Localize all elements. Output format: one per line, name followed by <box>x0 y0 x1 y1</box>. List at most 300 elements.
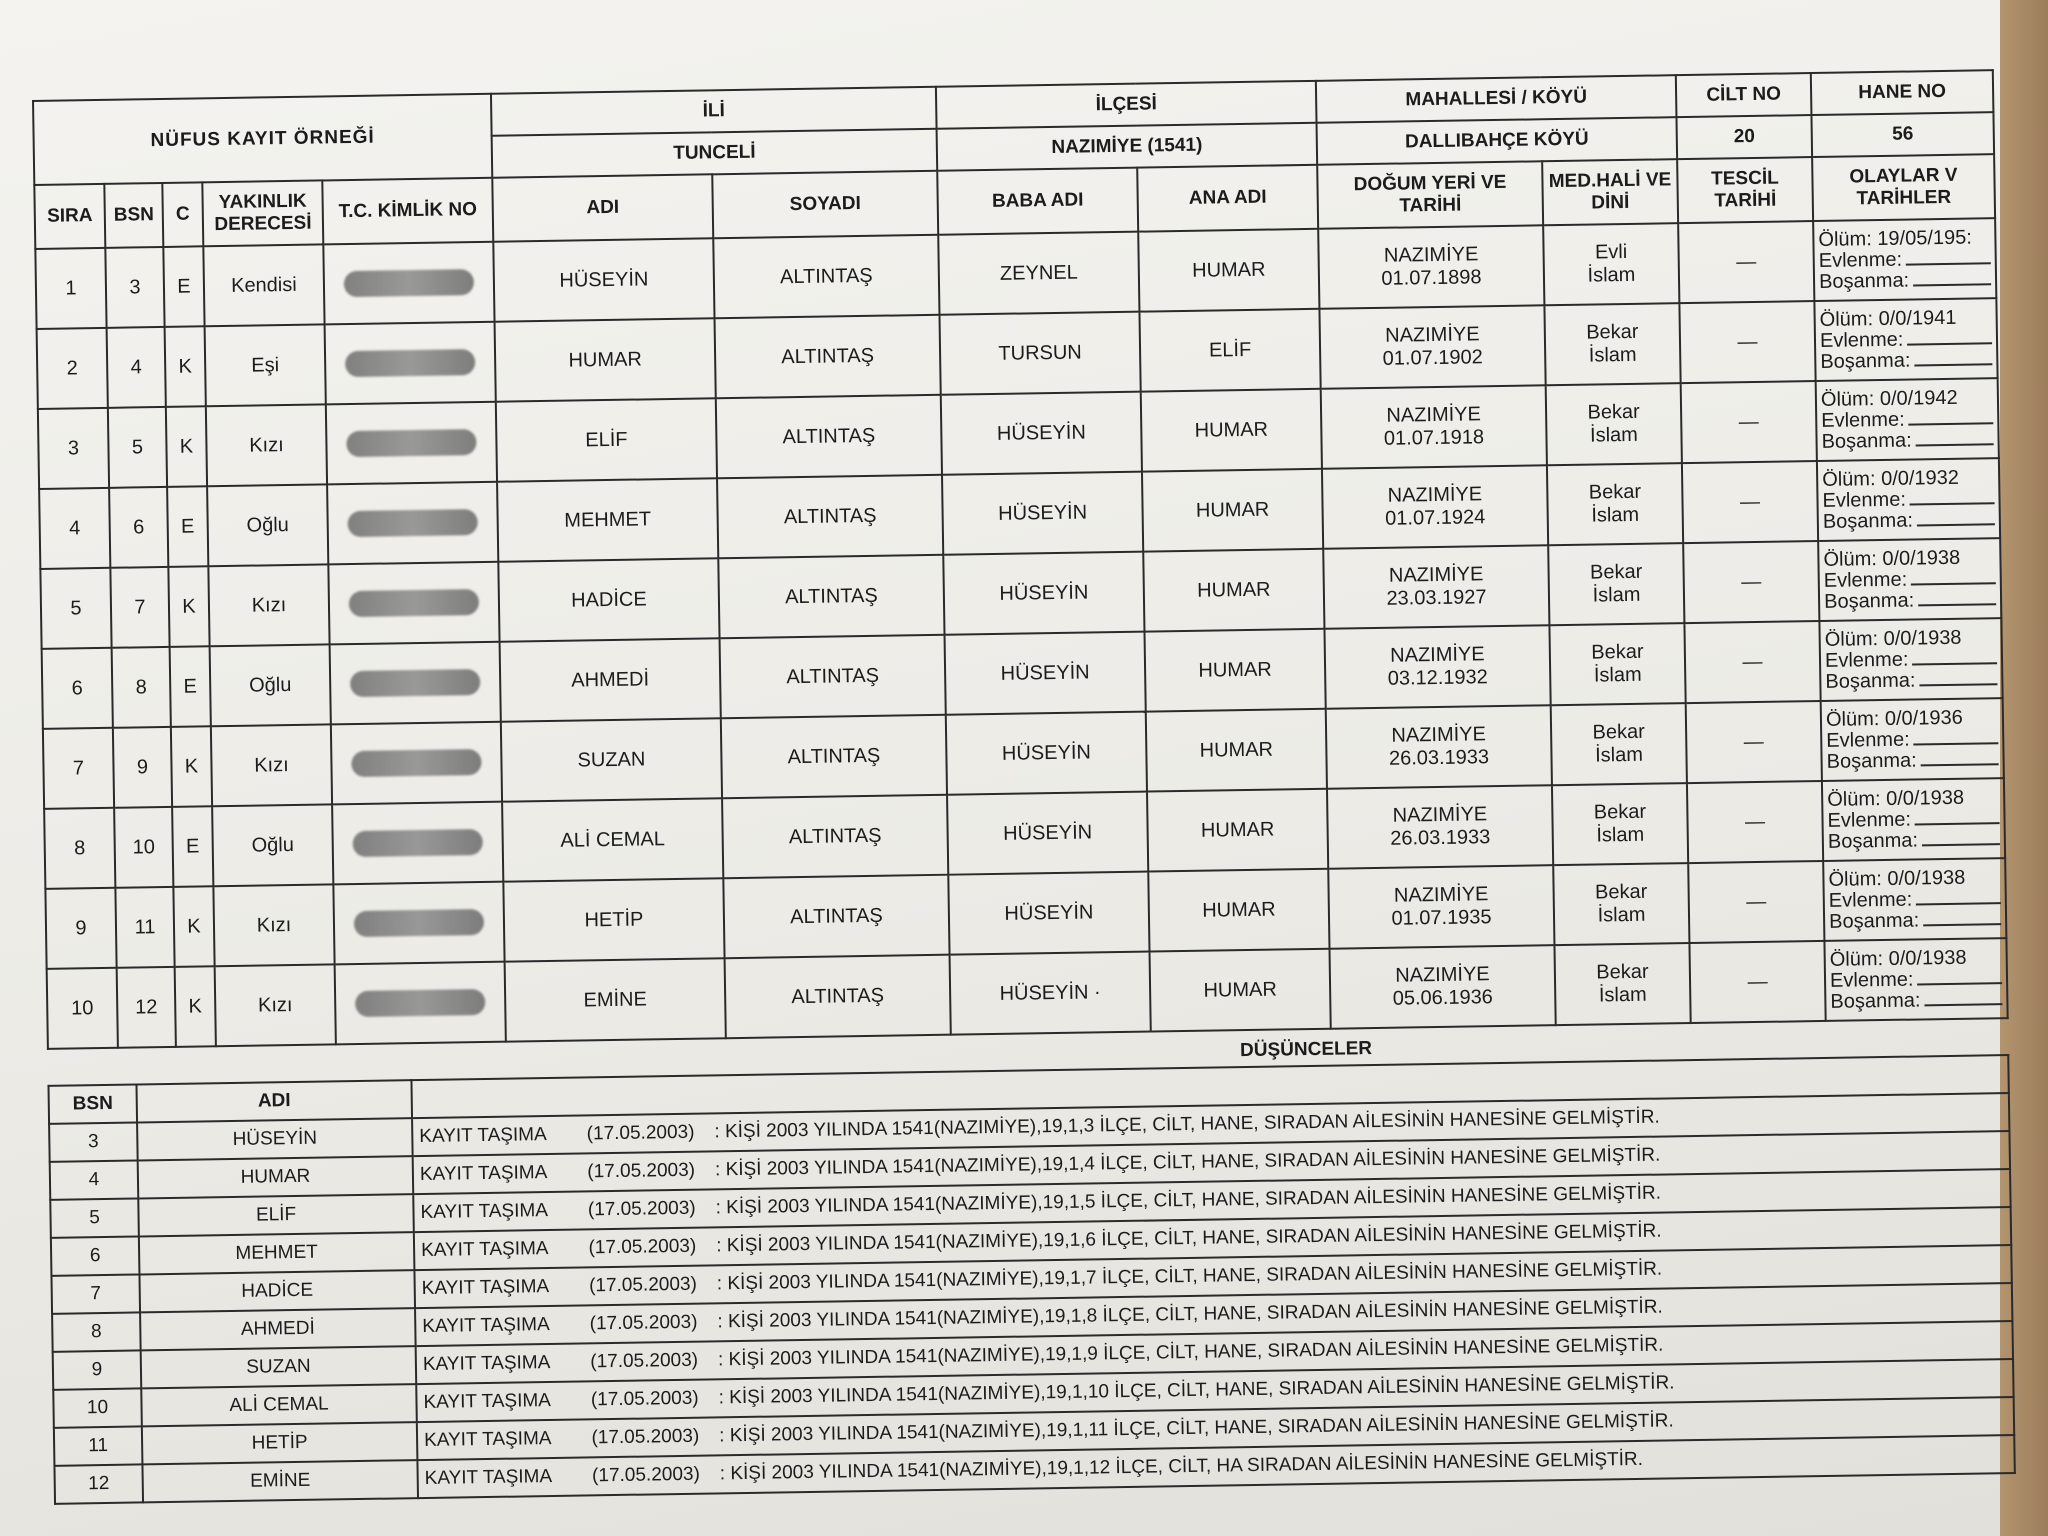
cell-sira: 3 <box>38 408 109 489</box>
note-bsn: 3 <box>49 1122 138 1161</box>
cell-soyadi: ALTINTAŞ <box>723 875 949 959</box>
notes-col-bsn: BSN <box>48 1084 137 1123</box>
cell-baba: HÜSEYİN <box>945 632 1146 715</box>
bosanma-blank <box>1913 273 1991 286</box>
cell-baba: ZEYNEL <box>938 232 1139 315</box>
cell-olaylar <box>1819 618 2002 701</box>
bosanma-label: Boşanma: <box>1826 748 1917 773</box>
cell-dogum <box>1326 705 1552 789</box>
cell-tescil: — <box>1689 941 1825 1023</box>
dogum-yeri: NAZIMİYE <box>1383 243 1479 267</box>
din: İslam <box>1594 743 1644 767</box>
cell-medhal <box>1544 303 1680 385</box>
cell-bsn: 10 <box>114 807 173 888</box>
dogum-yeri: NAZIMİYE <box>1386 403 1482 427</box>
cell-tescil: — <box>1684 621 1820 703</box>
note-islem: KAYIT TAŞIMA <box>422 1352 551 1376</box>
note-adi: HÜSEYİN <box>137 1118 413 1160</box>
evlenme-blank <box>1906 252 1991 265</box>
note-tarih: (17.05.2003) <box>588 1235 697 1259</box>
record-table <box>32 69 2009 1050</box>
evlenme-label: Evlenme: <box>1829 968 1914 992</box>
note-tarih: (17.05.2003) <box>586 1121 695 1145</box>
cell-yakinlik: Kızı <box>211 724 332 806</box>
cell-c: K <box>173 886 214 967</box>
bosanma-label: Boşanma: <box>1827 828 1919 853</box>
evlenme-line <box>1827 808 1999 832</box>
mahalle-label: MAHALLESİ / KÖYÜ <box>1316 75 1677 123</box>
dogum-yeri: NAZIMİYE <box>1384 323 1480 347</box>
cell-sira: 5 <box>40 568 111 649</box>
evlenme-label: Evlenme: <box>1823 568 1908 592</box>
dogum-yeri: NAZIMİYE <box>1388 563 1484 587</box>
cell-adi: MEHMET <box>497 478 718 561</box>
cell-soyadi: ALTINTAŞ <box>722 795 948 879</box>
bosanma-blank <box>1917 513 1995 526</box>
cell-adi: ALİ CEMAL <box>502 798 723 881</box>
evlenme-label: Evlenme: <box>1828 888 1913 912</box>
cell-c: K <box>175 966 216 1047</box>
olum-line: Ölüm: 0/0/1938 <box>1823 546 1961 571</box>
note-islem: KAYIT TAŞIMA <box>419 1162 548 1186</box>
olum-line: Ölüm: 19/05/195: <box>1818 226 1973 251</box>
evlenme-line <box>1822 488 1994 512</box>
redacted-tc-number <box>349 589 479 617</box>
il-label: İLİ <box>491 87 937 136</box>
bosanma-label: Boşanma: <box>1818 269 1910 293</box>
cell-c: E <box>167 486 208 567</box>
col-baba: BABA ADI <box>937 168 1138 235</box>
bosanma-line <box>1824 589 1996 613</box>
cell-tc <box>325 322 496 405</box>
cell-yakinlik: Oğlu <box>210 644 331 726</box>
cell-ana: HUMAR <box>1145 629 1326 712</box>
bosanma-blank <box>1924 993 2002 1006</box>
redacted-tc-number <box>344 269 474 297</box>
cell-yakinlik: Kızı <box>206 404 327 486</box>
bosanma-label: Boşanma: <box>1822 509 1914 533</box>
medeni-hal: Bekar <box>1592 720 1645 744</box>
bosanma-label: Boşanma: <box>1821 429 1912 453</box>
col-soyadi: SOYADI <box>712 171 938 239</box>
bosanma-blank <box>1921 753 1999 766</box>
bosanma-line <box>1819 269 1991 293</box>
cell-yakinlik: Kendisi <box>203 244 324 326</box>
evlenme-line <box>1826 728 1998 752</box>
evlenme-label: Evlenme: <box>1819 328 1904 352</box>
medeni-hal: Bekar <box>1594 880 1648 904</box>
cell-olaylar <box>1814 298 1997 381</box>
bosanma-line <box>1830 989 2002 1013</box>
cell-sira: 8 <box>44 808 115 889</box>
cell-tescil: — <box>1687 781 1823 863</box>
cell-sira: 10 <box>47 968 118 1049</box>
cilt-label: CİLT NO <box>1676 73 1812 117</box>
cell-soyadi: ALTINTAŞ <box>720 635 946 719</box>
cell-olaylar <box>1818 538 2001 621</box>
note-tarih: (17.05.2003) <box>589 1311 698 1335</box>
cell-ana: HUMAR <box>1147 789 1328 872</box>
note-aciklama: : KİŞİ 2003 YILINDA 1541(NAZIMİYE),19,1,12 İLÇE, CİLT, HA SIRADAN AİLESİNİN HANESİNE GELMİŞTİR. <box>719 1448 1644 1485</box>
note-bsn: 12 <box>54 1464 143 1503</box>
note-adi: ALİ CEMAL <box>141 1384 417 1426</box>
olum-line: Ölüm: 0/0/1938 <box>1828 866 1966 891</box>
note-islem: KAYIT TAŞIMA <box>423 1390 552 1414</box>
cell-tescil: — <box>1682 461 1818 543</box>
hane-value: 56 <box>1811 112 1994 157</box>
dogum-tarihi: 01.07.1898 <box>1381 266 1482 290</box>
cell-sira: 2 <box>37 328 108 409</box>
cell-ana: HUMAR <box>1142 469 1323 552</box>
cell-dogum <box>1328 865 1554 949</box>
evlenme-blank <box>1907 332 1992 345</box>
cell-c: E <box>170 646 211 727</box>
note-adi: ELİF <box>138 1194 414 1236</box>
cell-adi: HÜSEYİN <box>493 238 714 321</box>
record-rows <box>35 218 2007 1049</box>
col-tc: T.C. KİMLİK NO <box>322 178 493 245</box>
cell-dogum <box>1323 545 1549 629</box>
note-bsn: 11 <box>54 1426 143 1465</box>
cell-bsn: 8 <box>112 647 171 728</box>
note-islem: KAYIT TAŞIMA <box>420 1238 549 1262</box>
cell-tescil: — <box>1683 541 1819 623</box>
evlenme-line <box>1825 648 1997 672</box>
col-ana: ANA ADI <box>1137 165 1318 232</box>
col-bsn: BSN <box>104 183 163 248</box>
note-tarih: (17.05.2003) <box>588 1273 698 1297</box>
evlenme-line <box>1824 568 1996 592</box>
cell-tescil: — <box>1679 301 1815 383</box>
evlenme-line <box>1829 888 2001 912</box>
cell-medhal <box>1549 623 1685 705</box>
bosanma-line <box>1823 509 1995 533</box>
cell-soyadi: ALTINTAŞ <box>718 555 944 639</box>
cell-dogum <box>1321 385 1547 469</box>
dogum-tarihi: 03.12.1932 <box>1387 666 1488 690</box>
cell-dogum <box>1319 305 1545 389</box>
dogum-yeri: NAZIMİYE <box>1391 723 1487 747</box>
cilt-value: 20 <box>1677 115 1813 159</box>
evlenme-label: Evlenme: <box>1824 648 1909 672</box>
cell-tescil: — <box>1686 701 1822 783</box>
cell-soyadi: ALTINTAŞ <box>716 395 942 479</box>
note-tarih: (17.05.2003) <box>591 1425 700 1449</box>
cell-baba: HÜSEYİN · <box>950 952 1151 1035</box>
evlenme-blank <box>1910 492 1995 505</box>
bosanma-line <box>1826 749 1998 773</box>
ilce-label: İLÇESİ <box>936 81 1317 129</box>
cell-soyadi: ALTINTAŞ <box>717 475 943 559</box>
note-tarih: (17.05.2003) <box>587 1197 696 1221</box>
evlenme-blank <box>1911 572 1996 585</box>
cell-olaylar <box>1813 218 1996 301</box>
note-bsn: 6 <box>51 1236 140 1275</box>
note-rows <box>49 1093 2015 1504</box>
din: İslam <box>1596 823 1645 847</box>
cell-c: K <box>171 726 212 807</box>
evlenme-blank <box>1909 412 1994 425</box>
il-value: TUNCELİ <box>492 129 938 178</box>
bosanma-line <box>1825 669 1997 693</box>
cell-bsn: 4 <box>107 327 166 408</box>
note-aciklama: : KİŞİ 2003 YILINDA 1541(NAZIMİYE),19,1,5 İLÇE, CİLT, HANE, SIRADAN AİLESİNİN HANESİNE GELMİŞTİR. <box>715 1182 1662 1219</box>
din: İslam <box>1588 343 1637 367</box>
bosanma-line <box>1828 829 2000 853</box>
bosanma-blank <box>1914 353 1992 366</box>
col-tescil: TESCİL TARİHİ <box>1677 157 1813 223</box>
note-adi: SUZAN <box>141 1346 417 1388</box>
notes-col-adi: ADI <box>136 1080 412 1122</box>
cell-baba: HÜSEYİN <box>946 712 1147 795</box>
cell-adi: SUZAN <box>501 718 722 801</box>
redacted-tc-number <box>345 349 475 377</box>
cell-olaylar <box>1822 778 2005 861</box>
cell-ana: HUMAR <box>1146 709 1327 792</box>
cell-medhal <box>1554 943 1690 1025</box>
cell-tescil: — <box>1681 381 1817 463</box>
dogum-yeri: NAZIMİYE <box>1392 803 1488 827</box>
din: İslam <box>1593 663 1642 687</box>
col-dogum: DOĞUM YERİ VE TARİHİ <box>1317 161 1543 229</box>
cell-ana: HUMAR <box>1143 549 1324 632</box>
col-medhal: MED.HALİ VE DİNİ <box>1542 159 1678 225</box>
note-islem: KAYIT TAŞIMA <box>423 1428 552 1452</box>
redacted-tc-number <box>351 749 481 777</box>
note-aciklama: : KİŞİ 2003 YILINDA 1541(NAZIMİYE),19,1,10 İLÇE, CİLT, HANE, SIRADAN AİLESİNİN HANESİNE GELMİŞTİR. <box>718 1372 1675 1409</box>
note-aciklama: : KİŞİ 2003 YILINDA 1541(NAZIMİYE),19,1,3 İLÇE, CİLT, HANE, SIRADAN AİLESİNİN HANESİNE GELMİŞTİR. <box>714 1106 1660 1143</box>
medeni-hal: Bekar <box>1586 320 1639 344</box>
cell-tc <box>323 242 494 325</box>
cell-ana: HUMAR <box>1141 389 1322 472</box>
evlenme-label: Evlenme: <box>1822 488 1907 512</box>
notes-title: DÜŞÜNCELER <box>1239 1037 1373 1061</box>
evlenme-line <box>1830 968 2002 992</box>
cell-yakinlik: Kızı <box>208 564 329 646</box>
cell-c: E <box>163 246 204 327</box>
olum-line: Ölüm: 0/0/1936 <box>1825 706 1963 731</box>
medeni-hal: Bekar <box>1593 800 1647 824</box>
olum-line: Ölüm: 0/0/1938 <box>1824 626 1962 651</box>
dogum-tarihi: 01.07.1924 <box>1385 506 1486 530</box>
cell-yakinlik: Kızı <box>215 964 336 1046</box>
dogum-yeri: NAZIMİYE <box>1390 643 1485 667</box>
bosanma-blank <box>1916 433 1994 446</box>
redacted-tc-number <box>355 989 485 1017</box>
cell-c: K <box>168 566 209 647</box>
cell-adi: AHMEDİ <box>500 638 721 721</box>
notes-table <box>47 1023 2016 1505</box>
cell-bsn: 9 <box>113 727 172 808</box>
cell-baba: HÜSEYİN <box>943 552 1144 635</box>
olum-line: Ölüm: 0/0/1942 <box>1820 386 1958 411</box>
note-islem: KAYIT TAŞIMA <box>421 1276 550 1300</box>
bosanma-label: Boşanma: <box>1825 668 1916 693</box>
document-title: NÜFUS KAYIT ÖRNEĞİ <box>33 94 492 185</box>
cell-ana: HUMAR <box>1148 869 1329 952</box>
cell-dogum <box>1318 225 1544 309</box>
bosanma-label: Boşanma: <box>1828 908 1920 933</box>
bosanma-label: Boşanma: <box>1820 349 1911 373</box>
dogum-tarihi: 01.07.1935 <box>1391 906 1492 930</box>
redacted-tc-number <box>350 669 480 697</box>
note-adi: MEHMET <box>139 1232 415 1274</box>
cell-tescil: — <box>1678 221 1814 303</box>
medeni-hal: Bekar <box>1591 640 1644 664</box>
redacted-tc-number <box>354 909 484 937</box>
evlenme-line <box>1820 328 1992 352</box>
col-yakinlik: YAKINLIK DERECESİ <box>202 180 323 246</box>
col-olaylar: OLAYLAR V TARİHLER <box>1812 154 1995 221</box>
cell-tc <box>335 962 506 1045</box>
cell-tc <box>332 802 503 885</box>
redacted-tc-number <box>346 429 476 457</box>
note-bsn: 8 <box>52 1312 141 1351</box>
ilce-value: NAZIMİYE (1541) <box>937 123 1318 171</box>
dogum-tarihi: 05.06.1936 <box>1392 986 1494 1010</box>
evlenme-label: Evlenme: <box>1818 248 1903 272</box>
note-islem: KAYIT TAŞIMA <box>424 1466 553 1490</box>
note-bsn: 10 <box>53 1388 142 1427</box>
cell-medhal <box>1546 383 1682 465</box>
olum-line: Ölüm: 0/0/1938 <box>1829 946 1967 971</box>
evlenme-label: Evlenme: <box>1821 408 1905 432</box>
note-islem: KAYIT TAŞIMA <box>419 1124 547 1148</box>
medeni-hal: Evli <box>1594 240 1628 264</box>
cell-bsn: 7 <box>110 567 169 648</box>
note-adi: HUMAR <box>138 1156 414 1198</box>
redacted-tc-number <box>347 509 477 537</box>
note-adi: HADİCE <box>139 1270 415 1312</box>
bosanma-line <box>1820 349 1992 373</box>
note-bsn: 5 <box>50 1198 139 1237</box>
cell-adi: HETİP <box>503 878 724 961</box>
dogum-tarihi: 23.03.1927 <box>1386 586 1487 610</box>
cell-ana: ELİF <box>1139 309 1320 392</box>
din: İslam <box>1589 423 1639 447</box>
note-aciklama: : KİŞİ 2003 YILINDA 1541(NAZIMİYE),19,1,4 İLÇE, CİLT, HANE, SIRADAN AİLESİNİN HANESİNE GELMİŞTİR. <box>714 1144 1661 1181</box>
cell-olaylar <box>1823 858 2006 941</box>
cell-adi: HUMAR <box>495 318 716 401</box>
cell-adi: HADİCE <box>498 558 719 641</box>
cell-medhal <box>1552 783 1688 865</box>
cell-soyadi: ALTINTAŞ <box>721 715 947 799</box>
cell-tc <box>328 562 499 645</box>
note-adi: HETİP <box>142 1422 418 1464</box>
cell-olaylar <box>1824 938 2007 1021</box>
cell-olaylar <box>1821 698 2004 781</box>
din: İslam <box>1592 583 1641 607</box>
note-bsn: 7 <box>51 1274 140 1313</box>
dogum-yeri: NAZIMİYE <box>1387 483 1483 507</box>
evlenme-blank <box>1917 972 2002 985</box>
olum-line: Ölüm: 0/0/1938 <box>1827 786 1965 811</box>
cell-tc <box>333 882 504 965</box>
evlenme-line <box>1819 248 1991 272</box>
cell-dogum <box>1330 945 1556 1029</box>
cell-bsn: 5 <box>108 407 167 488</box>
record-form <box>32 69 2014 1520</box>
cell-c: E <box>172 806 213 887</box>
cell-baba: HÜSEYİN <box>941 392 1142 475</box>
evlenme-blank <box>1916 892 2001 905</box>
cell-baba: HÜSEYİN <box>948 872 1149 955</box>
cell-sira: 1 <box>35 248 106 329</box>
din: İslam <box>1587 263 1636 287</box>
cell-yakinlik: Kızı <box>213 884 334 966</box>
note-islem: KAYIT TAŞIMA <box>420 1200 549 1224</box>
cell-olaylar <box>1816 378 1999 461</box>
note-aciklama: : KİŞİ 2003 YILINDA 1541(NAZIMİYE),19,1,9 İLÇE, CİLT, HANE, SIRADAN AİLESİNİN HANESİNE GELMİŞTİR. <box>717 1334 1664 1371</box>
cell-bsn: 11 <box>115 887 174 968</box>
note-bsn: 9 <box>53 1350 142 1389</box>
medeni-hal: Bekar <box>1596 960 1649 984</box>
cell-medhal <box>1553 863 1689 945</box>
cell-olaylar <box>1817 458 2000 541</box>
cell-dogum <box>1322 465 1548 549</box>
note-adi: AHMEDİ <box>140 1308 416 1350</box>
cell-baba: TURSUN <box>940 312 1141 395</box>
cell-sira: 9 <box>45 888 116 969</box>
cell-medhal <box>1548 543 1684 625</box>
bosanma-label: Boşanma: <box>1830 988 1921 1013</box>
note-aciklama: : KİŞİ 2003 YILINDA 1541(NAZIMİYE),19,1,11 İLÇE, CİLT, HANE, SIRADAN AİLESİNİN HANESİNE GELMİŞTİR. <box>719 1410 1674 1447</box>
cell-yakinlik: Oğlu <box>207 484 328 566</box>
cell-soyadi: ALTINTAŞ <box>715 315 941 399</box>
cell-bsn: 12 <box>117 967 176 1048</box>
evlenme-label: Evlenme: <box>1827 808 1912 832</box>
hane-label: HANE NO <box>1811 70 1994 115</box>
olum-line: Ölüm: 0/0/1941 <box>1819 306 1957 331</box>
cell-baba: HÜSEYİN <box>947 792 1148 875</box>
cell-sira: 6 <box>42 648 113 729</box>
cell-tescil: — <box>1688 861 1824 943</box>
col-c: C <box>162 182 203 247</box>
col-adi: ADI <box>492 174 713 241</box>
cell-yakinlik: Eşi <box>205 324 326 406</box>
bosanma-label: Boşanma: <box>1823 588 1915 613</box>
note-adi: EMİNE <box>142 1460 418 1502</box>
medeni-hal: Bekar <box>1587 400 1640 424</box>
medeni-hal: Bekar <box>1589 560 1643 584</box>
note-tarih: (17.05.2003) <box>587 1159 696 1183</box>
din: İslam <box>1597 903 1646 927</box>
cell-ana: HUMAR <box>1150 949 1331 1032</box>
cell-medhal <box>1547 463 1683 545</box>
note-aciklama: : KİŞİ 2003 YILINDA 1541(NAZIMİYE),19,1,8 İLÇE, CİLT, HANE, SIRADAN AİLESİNİN HANESİNE GELMİŞTİR. <box>717 1296 1663 1333</box>
cell-medhal <box>1543 223 1679 305</box>
bosanma-blank <box>1919 673 1997 686</box>
cell-tc <box>326 402 497 485</box>
note-aciklama: : KİŞİ 2003 YILINDA 1541(NAZIMİYE),19,1,7 İLÇE, CİLT, HANE, SIRADAN AİLESİNİN HANESİNE GELMİŞTİR. <box>716 1258 1663 1295</box>
note-bsn: 4 <box>50 1160 139 1199</box>
evlenme-blank <box>1912 652 1997 665</box>
bosanma-line <box>1821 429 1993 453</box>
cell-dogum <box>1327 785 1553 869</box>
evlenme-blank <box>1915 812 2000 825</box>
note-tarih: (17.05.2003) <box>590 1387 699 1411</box>
cell-tc <box>327 482 498 565</box>
cell-adi: ELİF <box>496 398 717 481</box>
cell-sira: 4 <box>39 488 110 569</box>
cell-c: K <box>165 326 206 407</box>
evlenme-blank <box>1914 732 1999 745</box>
bosanma-line <box>1829 909 2001 933</box>
bosanma-blank <box>1923 913 2001 926</box>
cell-soyadi: ALTINTAŞ <box>725 955 951 1039</box>
bosanma-blank <box>1922 833 2000 846</box>
dogum-tarihi: 01.07.1902 <box>1382 346 1483 370</box>
